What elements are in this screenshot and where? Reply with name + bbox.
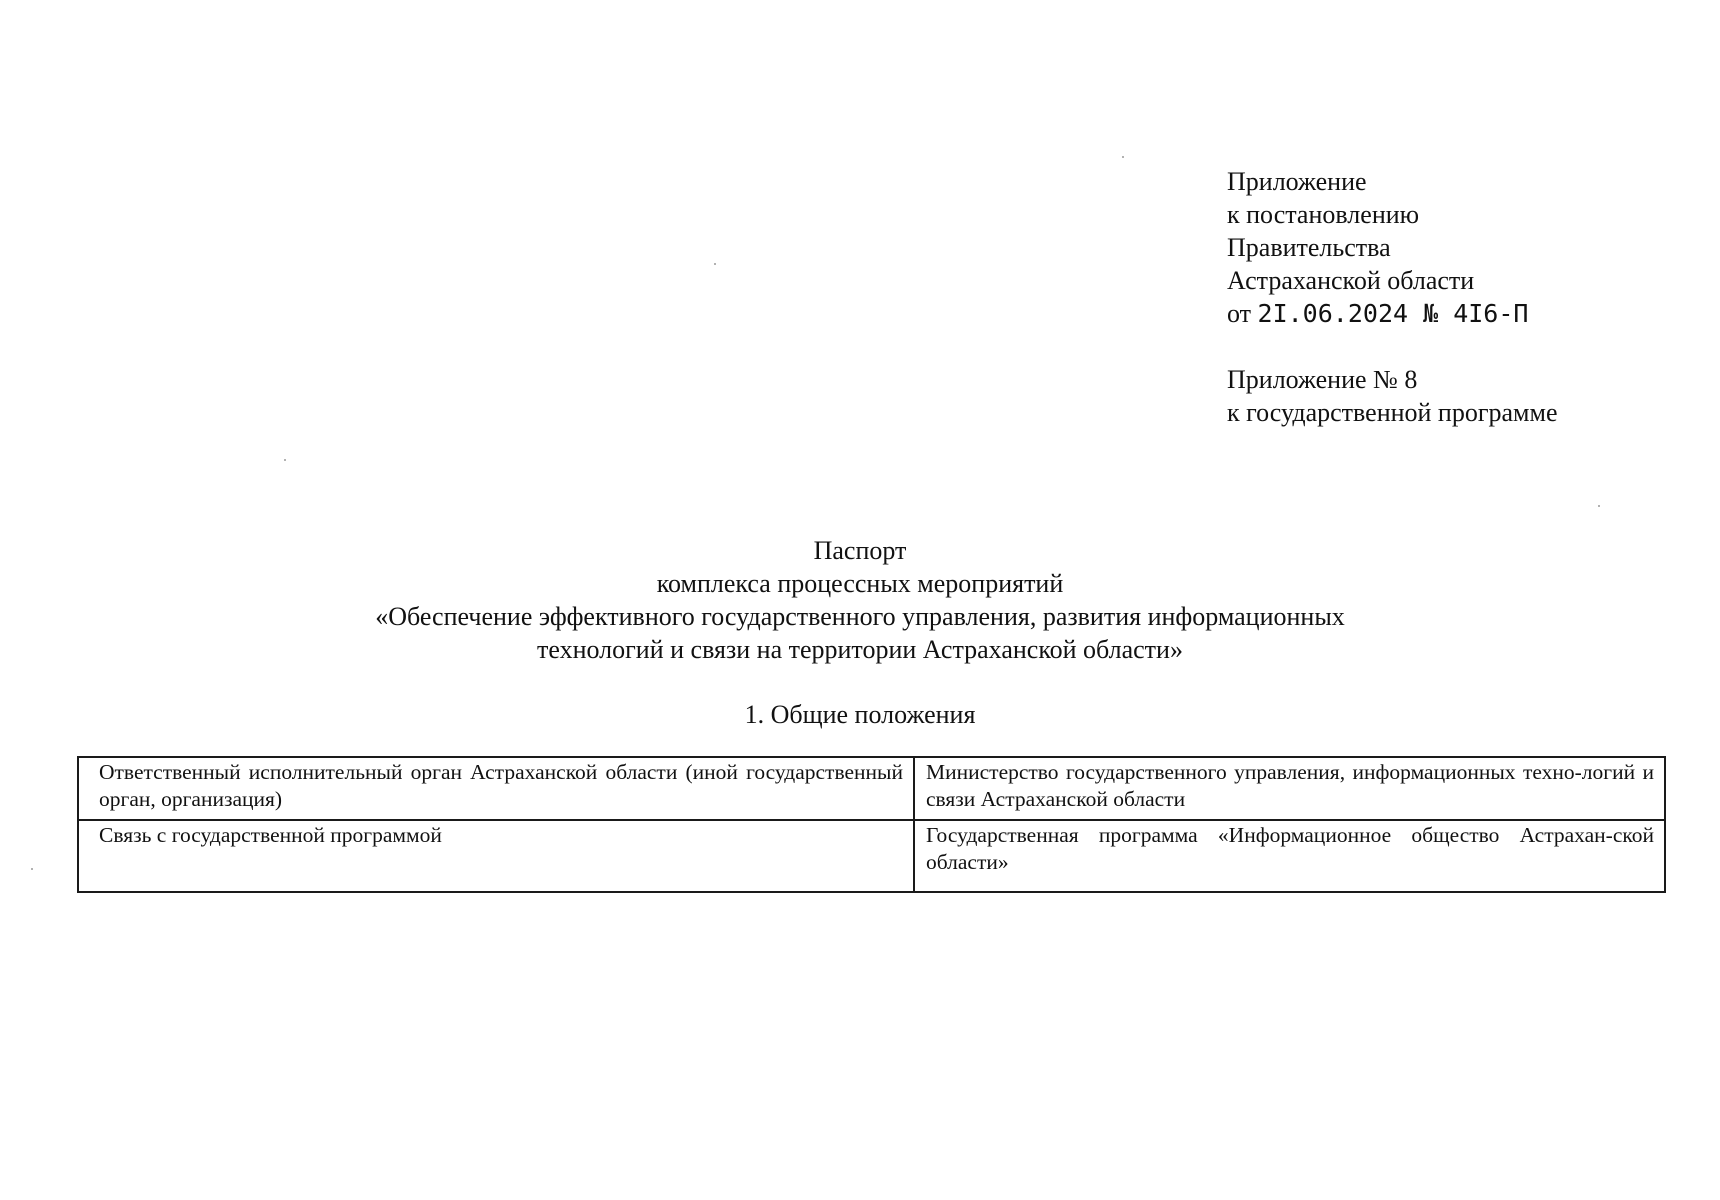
table-cell-label: Связь с государственной программой [78,820,914,892]
header-line-region: Астраханской области [1227,266,1475,295]
document-title [0,534,1720,666]
annex-number: Приложение № 8 [1227,365,1418,394]
decree-date-number: 2I.06.2024 № 4I6-П [1257,299,1529,328]
table-cell-value: Государственная программа «Информационное общество Астрахан-ской области» [914,820,1665,892]
table-cell-value: Министерство государственного управления, информационных техно-логий и связи Астраханской области [914,757,1665,820]
header-line-government: Правительства [1227,233,1391,262]
scan-speck [31,868,33,870]
title-subtitle: комплекса процессных мероприятий [656,569,1064,598]
title-name-line2: технологий и связи на территории Астраханской области» [537,635,1183,664]
header-line-date [1227,297,1687,330]
header-spacer [1227,330,1687,363]
table-cell-label: Ответственный исполнительный орган Астраханской области (иной государственный орган, организация) [78,757,914,820]
table-row [78,820,1665,892]
table-row [78,757,1665,820]
document-header [1227,165,1687,429]
scan-speck [284,459,286,461]
scan-speck [1122,156,1124,158]
general-provisions-table [77,756,1666,893]
title-name-line1: «Обеспечение эффективного государственного управления, развития информационных [375,602,1345,631]
annex-target: к государственной программе [1227,398,1558,427]
section-heading: 1. Общие положения [744,700,976,729]
title-passport: Паспорт [813,536,907,565]
scan-speck [1598,505,1600,507]
header-line-to-decree: к постановлению [1227,200,1420,229]
scan-speck [714,263,716,265]
header-line-appendix: Приложение [1227,167,1367,196]
date-prefix: от [1227,299,1252,328]
